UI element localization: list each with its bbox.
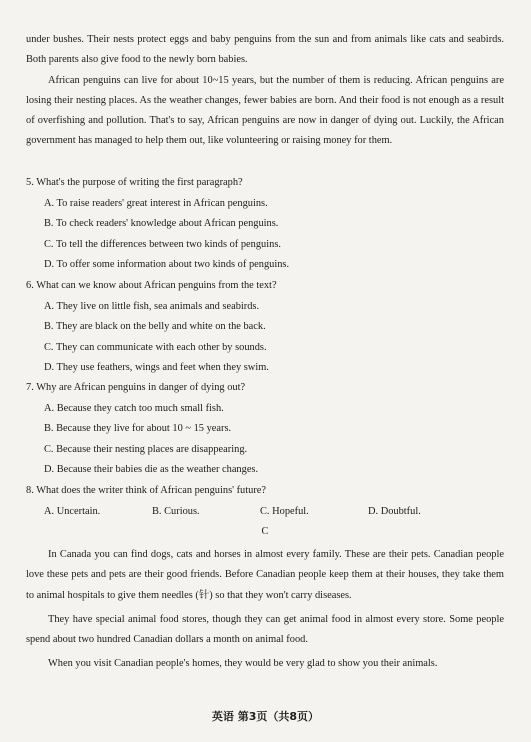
question-stem: 6. What can we know about African penguins from the text? — [26, 280, 277, 291]
option-c: C. To tell the differences between two kinds of penguins. — [44, 238, 281, 250]
passage-b-continued — [26, 30, 504, 152]
question-6 — [26, 276, 504, 379]
option-b: B. They are black on the belly and white on the back. — [44, 321, 266, 332]
option-b: B. Curious. — [152, 505, 200, 517]
option-d: D. They use feathers, wings and feet when they swim. — [44, 362, 269, 373]
option-a: A. Because they catch too much small fish. — [44, 402, 224, 414]
section-label: C — [261, 526, 269, 537]
option-b: B. To check readers' knowledge about African penguins. — [44, 218, 279, 229]
question-stem: 5. What's the purpose of writing the first paragraph? — [26, 177, 243, 188]
option-c: C. They can communicate with each other by sounds. — [44, 341, 267, 353]
passage-c — [26, 522, 504, 675]
option-b: B. Because they live for about 10 ~ 15 years. — [44, 423, 232, 434]
option-c: C. Hopeful. — [260, 505, 309, 517]
option-d: D. Doubtful. — [368, 505, 421, 517]
question-5 — [26, 173, 504, 276]
option-c: C. Because their nesting places are disappearing. — [44, 443, 248, 455]
question-stem: 7. Why are African penguins in danger of dying out? — [26, 382, 246, 393]
paragraph-visit: When you visit Canadian people's homes, they would be very glad to show you their animals. — [48, 658, 438, 670]
question-8 — [26, 481, 504, 522]
option-a: A. To raise readers' great interest in African penguins. — [44, 197, 268, 209]
options-row — [26, 502, 504, 523]
paragraph-lifespan: African penguins can live for about 10~15 years, but the number of them is reducing. African penguins are losing their nesting places. As the weather changes, fewer babies are born. And their food is not enough as a result of overfishing and pollution. That's to say, African penguins are now in danger of dying out. Luckily, the African government has managed to help them out, like volunteering or raising money for them. — [26, 74, 504, 147]
option-a: A. They live on little fish, sea animals and seabirds. — [44, 300, 260, 312]
question-7 — [26, 378, 504, 481]
page-footer: 英语 第3页（共8页） — [211, 710, 320, 723]
question-stem: 8. What does the writer think of African penguins' future? — [26, 485, 267, 496]
option-a: A. Uncertain. — [44, 505, 101, 517]
paragraph-continued: under bushes. Their nests protect eggs and baby penguins from the sun and from animals like cats and seabirds. Both parents also give food to the newly born babies. — [26, 34, 504, 66]
option-d: D. To offer some information about two kinds of penguins. — [44, 259, 290, 270]
paragraph-food-stores: They have special animal food stores, though they can get animal food in almost every store. Some people spend about two hundred Canadian dollars a month on animal food. — [26, 613, 504, 646]
option-d: D. Because their babies die as the weather changes. — [44, 464, 259, 475]
paragraph-pets: In Canada you can find dogs, cats and horses in almost every family. These are their pets. Canadian people love these pets and pets are their good friends. Before Canadian people keep them at their houses, they take them to animal hospitals to give them needles (针) so that they won't carry diseases. — [26, 549, 504, 601]
